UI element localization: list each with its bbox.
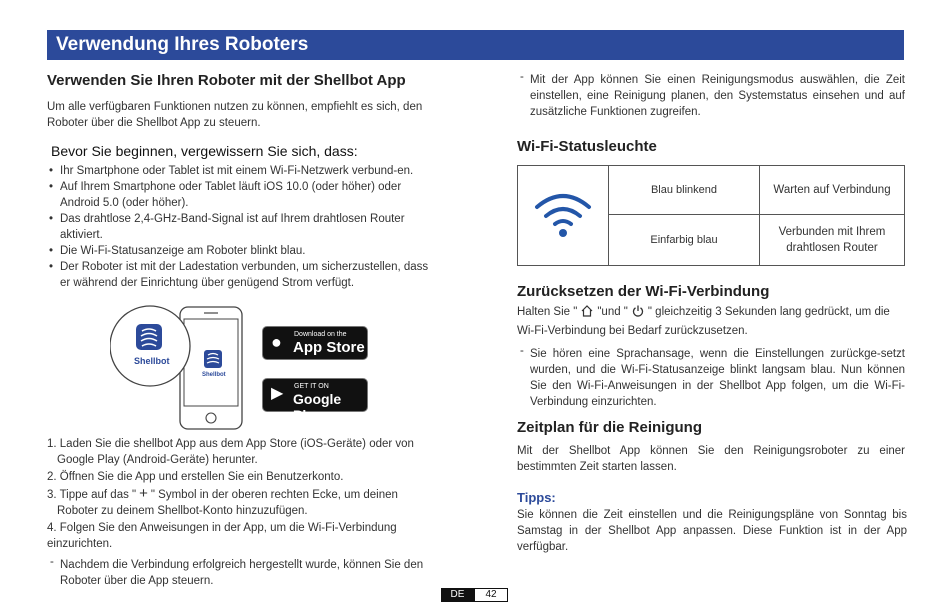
googleplay-small-text: GET IT ON — [294, 383, 329, 390]
list-item: • Die Wi-Fi-Statusanzeige am Roboter blinkt blau. — [49, 245, 306, 257]
wifi-status-table — [517, 165, 905, 266]
meaning-cell: Warten auf Verbindung — [760, 166, 905, 215]
requirements-list — [47, 163, 437, 291]
step-note: - Nachdem die Verbindung erfolgreich hergestellt wurde, können Sie den Roboter über die App steuern. — [50, 556, 424, 587]
step-3: 3. Tippe auf das " + " Symbol in der oberen rechten Ecke, um deinen Roboter zu deinem Shellbot-Konto hinzuzufügen. — [47, 485, 398, 517]
meaning-cell: Verbunden mit Ihrem drahtlosen Router — [760, 215, 905, 266]
appstore-small-text: Download on the — [294, 331, 347, 338]
schedule-title: Zeitplan für die Reinigung — [517, 419, 702, 436]
app-label-small: Shellbot — [202, 372, 226, 378]
section-title-app: Verwenden Sie Ihren Roboter mit der Shellbot App — [47, 72, 406, 89]
appstore-big-text: App Store — [293, 339, 365, 356]
wifi-icon — [533, 189, 593, 239]
before-title: Bevor Sie beginnen, vergewissern Sie sich, dass: — [51, 143, 358, 159]
reset-instruction: Halten Sie " "und " " gleichzeitig 3 Sekunden lang gedrückt, um die Wi-Fi-Verbindung bei Bedarf zurückzusetzen. — [517, 306, 890, 337]
page-banner — [47, 30, 904, 60]
reset-title: Zurücksetzen der Wi-Fi-Verbindung — [517, 283, 770, 300]
plus-icon: + — [139, 485, 148, 502]
list-item: • Das drahtlose 2,4-GHz-Band-Signal ist auf Ihrem drahtlosen Router aktiviert. — [49, 213, 405, 241]
list-item: • Der Roboter ist mit der Ladestation verbunden, um sicherzustellen, dass er während der Einrichtung über genügend Strom verfügt. — [49, 261, 429, 289]
reset-note: - Sie hören eine Sprachansage, wenn die Einstellungen zurückge-setzt wurden, und die Wi-Fi-Statusanzeige blinkt langsam blau. Nun können Sie den Wi-Fi-Anweisungen in der Shellbot App folgen, um die Wi-Fi-Verbindung einzurichten. — [520, 345, 905, 408]
language-tag: DE — [441, 588, 474, 602]
intro-text: Um alle verfügbaren Funktionen nutzen zu können, empfiehlt es sich, den Roboter über die Shellbot App zu steuern. — [47, 101, 423, 129]
apple-icon: ● — [271, 332, 282, 352]
googleplay-big-text: Google Play — [293, 391, 342, 423]
app-store-badge[interactable] — [262, 326, 368, 360]
phone-graphic — [110, 304, 250, 432]
home-icon — [580, 304, 594, 323]
list-item: • Ihr Smartphone oder Tablet ist mit einem Wi-Fi-Netzwerk verbund-en. — [49, 165, 414, 177]
wifi-status-title: Wi-Fi-Statusleuchte — [517, 138, 657, 155]
step-1: 1. Laden Sie die shellbot App aus dem App Store (iOS-Geräte) oder von Google Play (Android-Geräte) herunter. — [47, 438, 414, 466]
page-footer — [441, 588, 508, 602]
reset-section — [517, 304, 905, 410]
left-column — [47, 72, 437, 291]
status-cell: Einfarbig blau — [609, 215, 760, 266]
play-icon: ▶ — [271, 385, 284, 402]
page-number: 42 — [474, 588, 508, 602]
status-cell: Blau blinkend — [609, 166, 760, 215]
app-features-note: - Mit der App können Sie einen Reinigungsmodus auswählen, die Zeit einstellen, eine Reinigung planen, den Systemstatus einsehen und auf zusätzliche Funktionen zugreifen. — [520, 71, 905, 118]
page-title: Verwendung Ihres Roboters — [56, 34, 309, 55]
step-4: 4. Folgen Sie den Anweisungen in der App, um die Wi-Fi-Verbindung einzurichten. — [47, 522, 397, 550]
list-item: • Auf Ihrem Smartphone oder Tablet läuft iOS 10.0 (oder höher) oder Android 5.0 (oder höher). — [49, 181, 402, 209]
wifi-icon-cell — [518, 166, 609, 266]
phone-illustration — [110, 304, 250, 432]
step-2: 2. Öffnen Sie die App und erstellen Sie ein Benutzerkonto. — [47, 471, 344, 483]
setup-steps — [47, 436, 439, 589]
right-column-top — [517, 72, 905, 120]
schedule-text: Mit der Shellbot App können Sie den Reinigungsroboter zu einer bestimmten Zeit starten lassen. — [517, 445, 905, 473]
app-label: Shellbot — [134, 356, 170, 366]
tips-title: Tipps: — [517, 490, 556, 505]
google-play-badge[interactable] — [262, 378, 368, 423]
table-row — [518, 166, 905, 215]
power-icon — [631, 304, 645, 323]
tips-text: Sie können die Zeit einstellen und die Reinigungspläne von Sonntag bis Samstag in der Shellbot App anpassen. Diese Funktion ist in der App verfügbar. — [517, 509, 907, 553]
